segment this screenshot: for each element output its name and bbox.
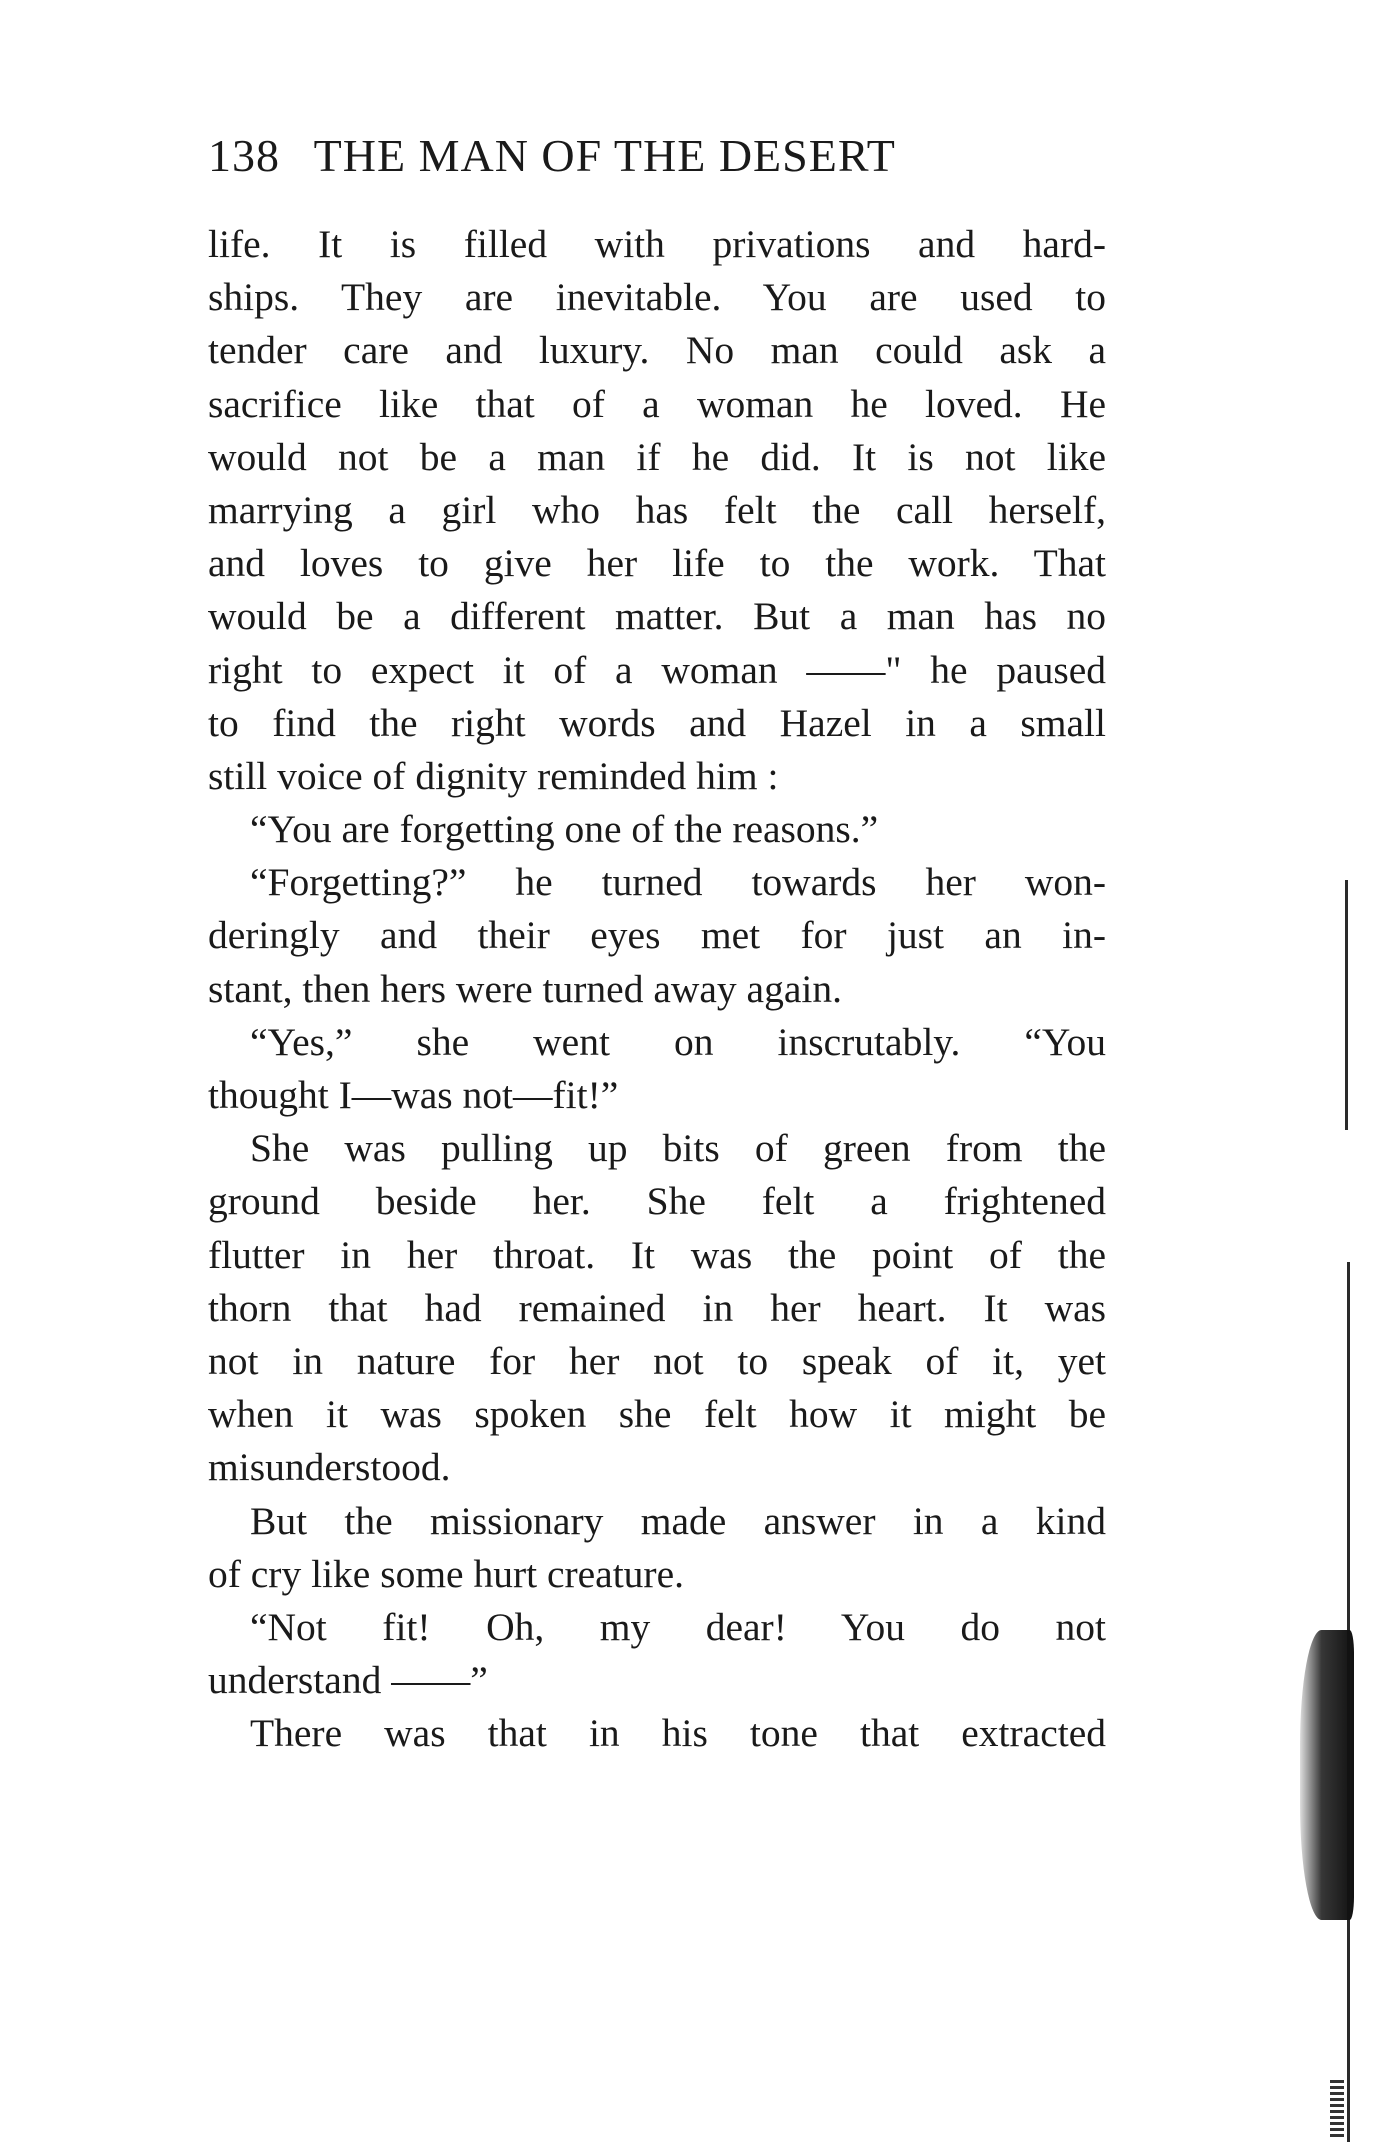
text-line: would not be a man if he did. It is not like — [208, 434, 1106, 479]
text-line: and loves to give her life to the work. That — [208, 541, 1106, 586]
text-line: to find the right words and Hazel in a small — [208, 700, 1106, 745]
text-line: marrying a girl who has felt the call herself, — [208, 487, 1106, 532]
text-line: understand ——” — [208, 1658, 488, 1703]
text-line: She was pulling up bits of green from the — [250, 1126, 1106, 1171]
text-line: not in nature for her not to speak of it, yet — [208, 1338, 1106, 1383]
text-line: life. It is filled with privations and hard- — [208, 222, 1106, 266]
text-line: flutter in her throat. It was the point of the — [208, 1232, 1106, 1277]
page-number: 138 — [208, 130, 280, 181]
scan-edge-blot — [1300, 1630, 1354, 1920]
text-line: ground beside her. She felt a frightened — [208, 1179, 1106, 1224]
text-line: “Not fit! Oh, my dear! You do not — [250, 1604, 1106, 1649]
text-line: would be a different matter. But a man has no — [208, 594, 1106, 639]
running-title: THE MAN OF THE DESERT — [313, 130, 896, 181]
text-line: stant, then hers were turned away again. — [208, 966, 842, 1011]
text-line: “You are forgetting one of the reasons.” — [250, 807, 879, 852]
text-line: tender care and luxury. No man could ask a — [208, 328, 1106, 373]
text-line: misunderstood. — [208, 1445, 451, 1490]
scan-edge-speck — [1330, 2080, 1344, 2140]
scan-edge-line — [1345, 880, 1348, 1130]
text-line: thought I—was not—fit!” — [208, 1073, 619, 1117]
text-line: still voice of dignity reminded him : — [208, 753, 779, 798]
text-line: ships. They are inevitable. You are used to — [208, 275, 1106, 320]
text-line: thorn that had remained in her heart. It was — [208, 1285, 1106, 1330]
text-line: But the missionary made answer in a kind — [250, 1498, 1106, 1543]
text-line: right to expect it of a woman ——" he paused — [208, 647, 1106, 692]
body-text — [208, 218, 1106, 1760]
running-head — [208, 128, 1108, 184]
text-line: sacrifice like that of a woman he loved. He — [208, 381, 1106, 426]
text-line: of cry like some hurt creature. — [208, 1551, 684, 1596]
text-line: deringly and their eyes met for just an in- — [208, 913, 1106, 958]
text-line: “Forgetting?” he turned towards her won- — [250, 860, 1106, 905]
text-line: “Yes,” she went on inscrutably. “You — [250, 1019, 1106, 1064]
text-line: There was that in his tone that extracted — [250, 1711, 1106, 1756]
text-line: when it was spoken she felt how it might be — [208, 1392, 1106, 1437]
